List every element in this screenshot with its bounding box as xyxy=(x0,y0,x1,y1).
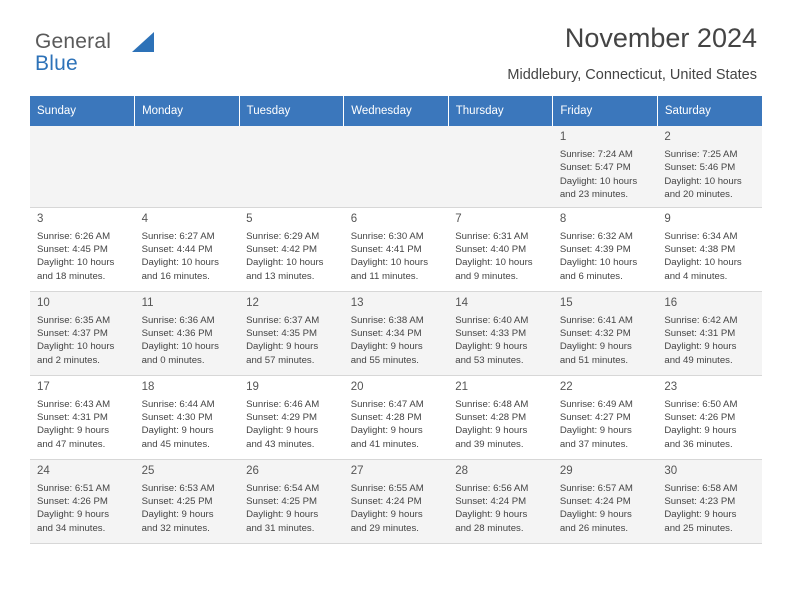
sunrise-sunset-calendar xyxy=(30,96,762,544)
day-info-line: Sunset: 4:42 PM xyxy=(246,244,318,256)
day-info-line: Sunrise: 6:43 AM xyxy=(37,398,111,410)
day-info-line: and 53 minutes. xyxy=(455,354,524,366)
calendar-day-cell[interactable] xyxy=(30,207,135,291)
calendar-day-cell[interactable] xyxy=(553,375,658,459)
weekday-header-tuesday: Tuesday xyxy=(239,96,344,126)
day-info-line: Sunrise: 6:29 AM xyxy=(246,230,320,242)
calendar-cell-empty xyxy=(448,126,553,207)
day-info-line: Sunrise: 6:27 AM xyxy=(141,230,215,242)
calendar-cell-empty xyxy=(239,126,344,207)
calendar-day-cell[interactable] xyxy=(344,459,449,543)
day-number: 18 xyxy=(141,380,155,393)
day-info-line: Daylight: 9 hours xyxy=(455,425,528,437)
day-number: 14 xyxy=(455,296,469,309)
day-number: 9 xyxy=(664,212,671,225)
day-info-line: and 28 minutes. xyxy=(455,522,524,534)
calendar-day-cell[interactable] xyxy=(344,375,449,459)
day-number: 8 xyxy=(559,212,567,225)
day-number: 6 xyxy=(350,212,358,225)
day-number: 30 xyxy=(664,464,678,477)
day-info-line: Sunset: 4:36 PM xyxy=(141,328,213,340)
day-info-line: and 11 minutes. xyxy=(350,270,419,282)
day-info-line: and 55 minutes. xyxy=(350,354,419,366)
day-number: 13 xyxy=(350,296,364,309)
day-info-line: Daylight: 10 hours xyxy=(246,257,324,269)
logo-text-blue: Blue xyxy=(35,52,78,75)
day-info-line: Daylight: 9 hours xyxy=(664,509,737,521)
calendar-day-cell[interactable] xyxy=(553,126,658,207)
day-info-line: and 57 minutes. xyxy=(246,354,315,366)
day-info-line: Sunrise: 6:56 AM xyxy=(455,482,529,494)
day-info-line: Sunset: 4:29 PM xyxy=(246,412,318,424)
day-number: 21 xyxy=(455,380,469,393)
day-info-line: Sunset: 4:30 PM xyxy=(141,412,213,424)
calendar-day-cell[interactable] xyxy=(239,459,344,543)
calendar-day-cell[interactable] xyxy=(135,207,240,291)
day-info-line: Sunset: 4:37 PM xyxy=(37,328,108,340)
calendar-day-cell[interactable] xyxy=(239,207,344,291)
calendar-day-cell[interactable] xyxy=(135,459,240,543)
day-info-line: Daylight: 10 hours xyxy=(664,257,742,269)
day-info-line: and 26 minutes. xyxy=(559,522,629,534)
day-info-line: Daylight: 10 hours xyxy=(37,341,115,353)
day-info-line: Sunset: 4:44 PM xyxy=(141,244,213,256)
calendar-day-cell[interactable] xyxy=(448,291,553,375)
day-info-line: Sunrise: 6:47 AM xyxy=(350,398,424,410)
calendar-day-cell[interactable] xyxy=(239,375,344,459)
title-block xyxy=(507,22,757,84)
day-info-line: and 23 minutes. xyxy=(559,189,629,201)
weekday-header-friday: Friday xyxy=(553,96,658,126)
day-info-line: and 36 minutes. xyxy=(664,438,733,450)
page-header xyxy=(30,0,762,96)
day-info-line: Daylight: 9 hours xyxy=(455,509,528,521)
day-info-line: Daylight: 9 hours xyxy=(559,341,632,353)
day-number: 3 xyxy=(37,212,44,225)
calendar-day-cell[interactable] xyxy=(30,459,135,543)
day-number: 4 xyxy=(141,212,148,225)
day-info-line: Daylight: 10 hours xyxy=(141,257,219,269)
day-number: 7 xyxy=(455,212,462,225)
day-info-line: Sunrise: 6:48 AM xyxy=(455,398,529,410)
calendar-week-row xyxy=(30,207,762,291)
day-number: 25 xyxy=(141,464,155,477)
day-number: 19 xyxy=(246,380,259,393)
day-info-line: Daylight: 10 hours xyxy=(37,257,115,269)
day-info-line: Sunrise: 6:32 AM xyxy=(559,230,633,242)
day-info-line: Sunset: 4:24 PM xyxy=(455,496,527,508)
day-info-line: Sunrise: 6:34 AM xyxy=(664,230,738,242)
day-info-line: and 16 minutes. xyxy=(141,270,210,282)
day-number: 12 xyxy=(246,296,259,309)
calendar-day-cell[interactable] xyxy=(553,459,658,543)
weekday-header-wednesday: Wednesday xyxy=(344,96,449,126)
day-info-line: Sunrise: 6:58 AM xyxy=(664,482,738,494)
calendar-day-cell[interactable] xyxy=(657,207,762,291)
calendar-day-cell[interactable] xyxy=(448,375,553,459)
day-info-line: Sunrise: 6:30 AM xyxy=(350,230,424,242)
day-info-line: Sunset: 4:27 PM xyxy=(559,412,631,424)
day-info-line: Daylight: 10 hours xyxy=(559,257,638,269)
day-info-line: Sunrise: 6:46 AM xyxy=(246,398,320,410)
day-info-line: Daylight: 10 hours xyxy=(559,175,638,187)
day-info-line: Daylight: 9 hours xyxy=(664,425,737,437)
calendar-day-cell[interactable] xyxy=(657,375,762,459)
day-number: 20 xyxy=(350,380,364,393)
day-info-line: Sunset: 4:25 PM xyxy=(246,496,318,508)
calendar-day-cell[interactable] xyxy=(657,291,762,375)
day-info-line: Sunrise: 6:55 AM xyxy=(350,482,424,494)
weekday-header-thursday: Thursday xyxy=(448,96,553,126)
day-info-line: Sunset: 4:31 PM xyxy=(37,412,108,424)
day-info-line: Sunset: 4:40 PM xyxy=(455,244,527,256)
day-info-line: Daylight: 9 hours xyxy=(559,425,632,437)
day-info-line: Sunset: 4:23 PM xyxy=(664,496,736,508)
day-info-line: Sunrise: 7:24 AM xyxy=(559,149,633,160)
day-info-line: Sunset: 5:47 PM xyxy=(559,162,631,174)
calendar-day-cell[interactable] xyxy=(448,207,553,291)
day-info-line: and 2 minutes. xyxy=(37,354,100,366)
day-info-line: Sunset: 5:46 PM xyxy=(664,162,736,174)
calendar-day-cell[interactable] xyxy=(448,459,553,543)
calendar-day-cell[interactable] xyxy=(553,291,658,375)
day-info-line: Sunrise: 6:40 AM xyxy=(455,314,529,326)
day-info-line: and 41 minutes. xyxy=(350,438,419,450)
day-info-line: and 31 minutes. xyxy=(246,522,315,534)
day-number: 2 xyxy=(664,131,671,143)
day-info-line: Sunrise: 6:54 AM xyxy=(246,482,320,494)
calendar-week-row xyxy=(30,375,762,459)
calendar-day-cell[interactable] xyxy=(657,459,762,543)
day-info-line: and 18 minutes. xyxy=(37,270,106,282)
calendar-day-cell[interactable] xyxy=(657,126,762,207)
calendar-day-cell[interactable] xyxy=(239,291,344,375)
day-number: 11 xyxy=(141,296,154,309)
day-info-line: Sunset: 4:34 PM xyxy=(350,328,422,340)
day-number: 28 xyxy=(455,464,469,477)
day-info-line: Sunrise: 6:38 AM xyxy=(350,314,424,326)
day-info-line: Sunset: 4:32 PM xyxy=(559,328,631,340)
calendar-day-cell[interactable] xyxy=(135,375,240,459)
day-info-line: Sunset: 4:35 PM xyxy=(246,328,318,340)
day-number: 15 xyxy=(559,296,573,309)
day-info-line: Sunrise: 6:57 AM xyxy=(559,482,633,494)
day-info-line: Sunrise: 6:49 AM xyxy=(559,398,633,410)
day-info-line: Sunset: 4:45 PM xyxy=(37,244,108,256)
day-info-line: Daylight: 9 hours xyxy=(37,509,109,521)
day-info-line: Sunrise: 6:51 AM xyxy=(37,482,111,494)
day-info-line: Daylight: 10 hours xyxy=(664,175,742,187)
day-number: 26 xyxy=(246,464,259,477)
day-info-line: Sunset: 4:31 PM xyxy=(664,328,736,340)
day-info-line: Sunrise: 6:53 AM xyxy=(141,482,215,494)
day-info-line: Daylight: 9 hours xyxy=(559,509,632,521)
day-info-line: Sunset: 4:26 PM xyxy=(37,496,108,508)
day-number: 1 xyxy=(559,131,567,143)
day-info-line: and 0 minutes. xyxy=(141,354,205,366)
day-info-line: and 47 minutes. xyxy=(37,438,106,450)
day-info-line: Sunrise: 6:42 AM xyxy=(664,314,738,326)
day-info-line: Sunrise: 6:35 AM xyxy=(37,314,111,326)
day-info-line: Sunrise: 6:41 AM xyxy=(559,314,633,326)
day-number: 17 xyxy=(37,380,50,393)
day-number: 16 xyxy=(664,296,678,309)
day-info-line: Sunset: 4:24 PM xyxy=(559,496,631,508)
day-info-line: Daylight: 9 hours xyxy=(246,425,319,437)
weekday-header-monday: Monday xyxy=(135,96,240,126)
day-info-line: and 20 minutes. xyxy=(664,189,733,201)
day-info-line: and 51 minutes. xyxy=(559,354,629,366)
calendar-cell-empty xyxy=(30,126,135,207)
day-info-line: and 13 minutes. xyxy=(246,270,315,282)
weekday-header-saturday: Saturday xyxy=(657,96,762,126)
day-info-line: Daylight: 9 hours xyxy=(37,425,109,437)
day-info-line: Sunset: 4:28 PM xyxy=(455,412,527,424)
day-info-line: Sunrise: 6:37 AM xyxy=(246,314,320,326)
day-info-line: Sunset: 4:24 PM xyxy=(350,496,422,508)
day-number: 5 xyxy=(246,212,253,225)
calendar-body xyxy=(30,126,762,543)
day-number: 10 xyxy=(37,296,50,309)
day-number: 29 xyxy=(559,464,573,477)
logo-text-general: General xyxy=(35,30,112,53)
day-info-line: Sunrise: 6:31 AM xyxy=(455,230,529,242)
calendar-week-row xyxy=(30,459,762,543)
day-info-line: Daylight: 9 hours xyxy=(350,341,423,353)
day-info-line: and 9 minutes. xyxy=(455,270,519,282)
day-info-line: Daylight: 9 hours xyxy=(350,509,423,521)
calendar-cell-empty xyxy=(344,126,449,207)
calendar-cell-empty xyxy=(135,126,240,207)
day-info-line: and 39 minutes. xyxy=(455,438,524,450)
day-info-line: Daylight: 9 hours xyxy=(141,509,214,521)
day-info-line: Sunrise: 7:25 AM xyxy=(664,149,738,160)
day-info-line: and 37 minutes. xyxy=(559,438,629,450)
general-blue-logo xyxy=(35,30,215,78)
day-info-line: Daylight: 10 hours xyxy=(350,257,429,269)
location-subtitle: Middlebury, Connecticut, United States xyxy=(507,67,757,83)
calendar-week-row xyxy=(30,291,762,375)
calendar-day-cell[interactable] xyxy=(344,291,449,375)
day-number: 22 xyxy=(559,380,573,393)
weekday-header-sunday: Sunday xyxy=(30,96,135,126)
day-info-line: and 34 minutes. xyxy=(37,522,106,534)
day-info-line: Daylight: 9 hours xyxy=(246,509,319,521)
day-info-line: Daylight: 10 hours xyxy=(455,257,533,269)
calendar-day-cell[interactable] xyxy=(30,375,135,459)
day-info-line: Sunset: 4:28 PM xyxy=(350,412,422,424)
calendar-day-cell[interactable] xyxy=(344,207,449,291)
day-number: 27 xyxy=(350,464,364,477)
day-number: 23 xyxy=(664,380,678,393)
day-info-line: and 4 minutes. xyxy=(664,270,728,282)
day-info-line: Daylight: 10 hours xyxy=(141,341,219,353)
page-title: November 2024 xyxy=(564,23,757,53)
day-info-line: Daylight: 9 hours xyxy=(246,341,319,353)
day-info-line: Sunset: 4:38 PM xyxy=(664,244,736,256)
day-info-line: Daylight: 9 hours xyxy=(455,341,528,353)
calendar-day-cell[interactable] xyxy=(30,291,135,375)
day-info-line: Sunrise: 6:50 AM xyxy=(664,398,738,410)
day-info-line: and 32 minutes. xyxy=(141,522,210,534)
calendar-day-cell[interactable] xyxy=(135,291,240,375)
day-info-line: Sunset: 4:33 PM xyxy=(455,328,527,340)
day-info-line: Sunrise: 6:26 AM xyxy=(37,230,111,242)
triangle-mark-icon xyxy=(132,32,154,52)
day-info-line: and 6 minutes. xyxy=(559,270,623,282)
day-info-line: and 45 minutes. xyxy=(141,438,210,450)
day-info-line: Daylight: 9 hours xyxy=(350,425,423,437)
day-info-line: and 29 minutes. xyxy=(350,522,419,534)
calendar-day-cell[interactable] xyxy=(553,207,658,291)
day-info-line: Sunrise: 6:44 AM xyxy=(141,398,215,410)
day-info-line: and 49 minutes. xyxy=(664,354,733,366)
day-info-line: Sunset: 4:41 PM xyxy=(350,244,422,256)
day-info-line: Daylight: 9 hours xyxy=(664,341,737,353)
calendar-week-row xyxy=(30,126,762,207)
day-info-line: Sunset: 4:26 PM xyxy=(664,412,736,424)
day-number: 24 xyxy=(37,464,50,477)
day-info-line: and 25 minutes. xyxy=(664,522,733,534)
weekday-header-row xyxy=(30,96,762,126)
day-info-line: Daylight: 9 hours xyxy=(141,425,214,437)
day-info-line: and 43 minutes. xyxy=(246,438,315,450)
day-info-line: Sunset: 4:25 PM xyxy=(141,496,213,508)
day-info-line: Sunset: 4:39 PM xyxy=(559,244,631,256)
day-info-line: Sunrise: 6:36 AM xyxy=(141,314,215,326)
